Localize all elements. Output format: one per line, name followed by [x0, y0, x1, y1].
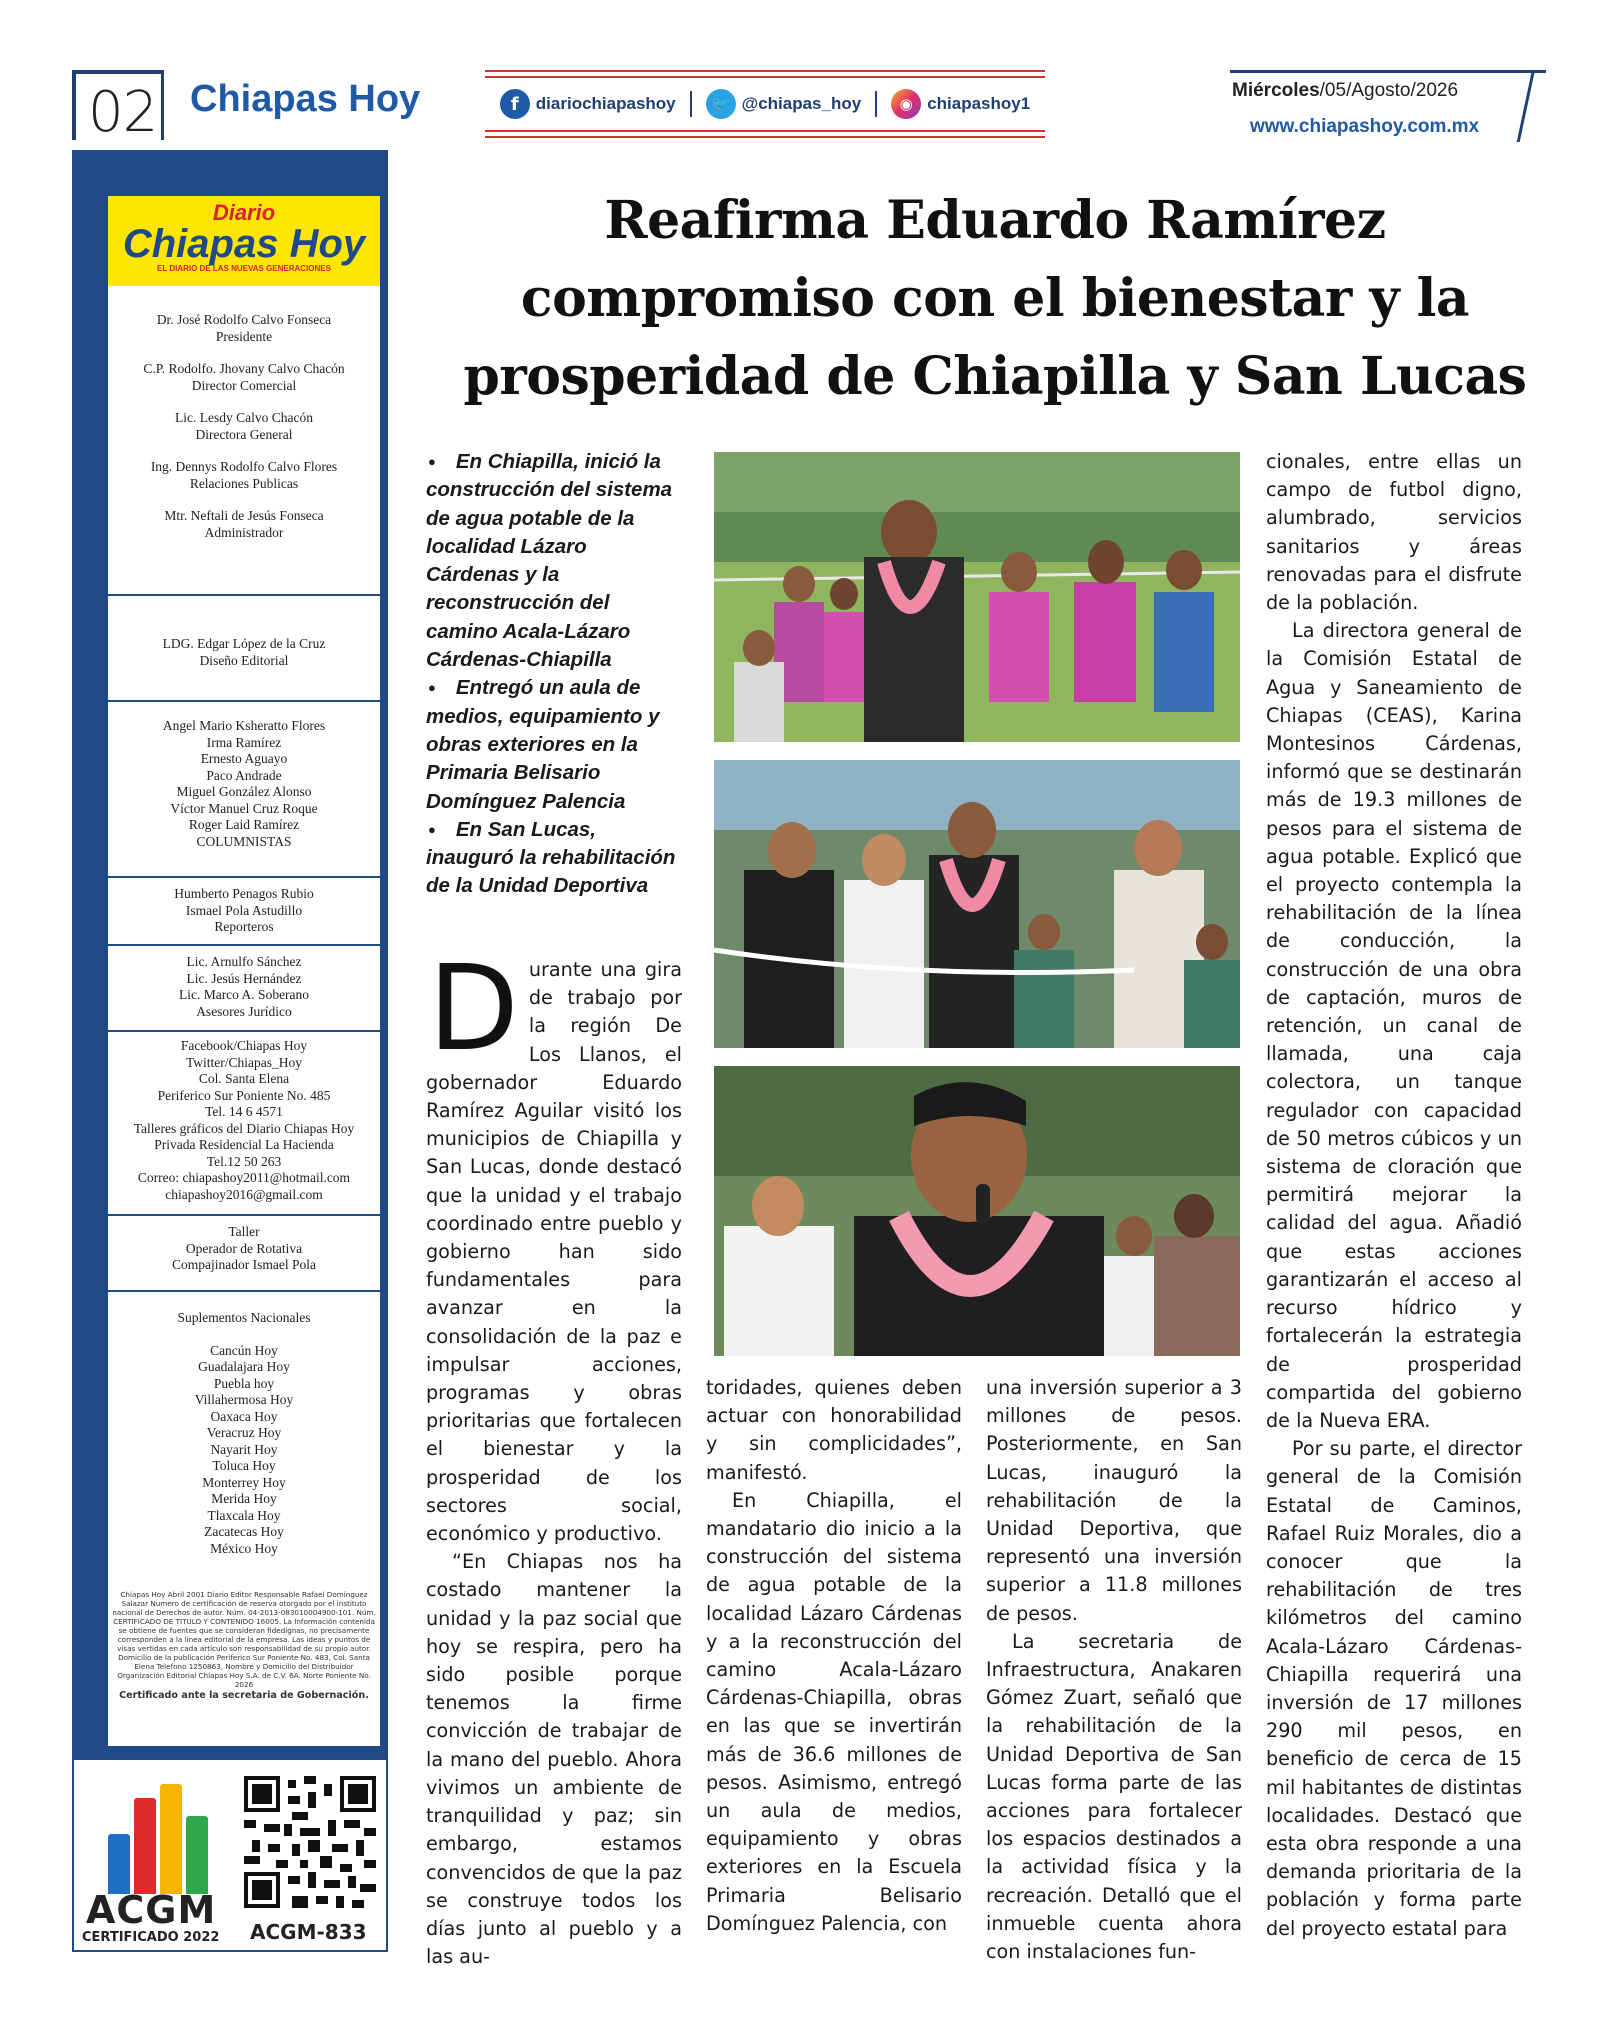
columnist: Roger Laid Ramírez [188, 817, 300, 832]
contact-line: Privada Residencial La Hacienda [154, 1137, 334, 1152]
article-paragraph: una inversión superior a 3 millones de pesos. Posteriormente, en San Lucas, inauguró la rehabilitación de la Unidad Deportiva, que representó una inversión superior a 11.8 millones de pesos. [986, 1376, 1242, 1625]
social-instagram[interactable] [891, 89, 1030, 119]
website-link[interactable]: www.chiapashoy.com.mx [1250, 116, 1480, 137]
instagram-handle: chiapashoy1 [927, 94, 1031, 113]
staff-design [108, 636, 380, 669]
legal-certification: Certificado ante la secretaria de Gobernación. [119, 1690, 369, 1701]
contact-line: Tel.12 50 263 [206, 1153, 282, 1169]
article-paragraph: La directora general de la Comisión Estatal de Agua y Saneamiento de Chiapas (CEAS), Karina Montesinos Cárdenas, informó que se destinarán más de 19.3 millones de pesos para el sistema de agua potable. Explicó que el proyecto contempla la rehabilitación de la línea de conducción, la construcción de una obra de captación, muros de retención, un canal de llamada, una caja colectora, un tanque regulador con capacidad de 50 metros cúbicos y un sistema de cloración que permitirá mejorar la calidad del agua. Añadió que estas acciones garantizarán el acceso al recurso hídrico y fortalecerán la estrategia de prosperidad compartida del gobierno de la Nueva ERA. [1266, 619, 1522, 1432]
twitter-icon: 🐦 [706, 89, 736, 119]
date-rest: /05/Agosto/2026 [1319, 80, 1459, 101]
qr-code-icon[interactable] [244, 1776, 376, 1908]
contact-line: Talleres gráficos del Diario Chiapas Hoy [133, 1120, 355, 1136]
contact-line: Twitter/Chiapas_Hoy [185, 1054, 303, 1070]
photo-ribbon-cutting [714, 760, 1240, 1048]
acgm-cert-year: CERTIFICADO 2022 [82, 1930, 220, 1945]
legal-notice [112, 1590, 376, 1700]
staff-legal [108, 954, 380, 1020]
reporter: Ismael Pola Astudillo [185, 902, 303, 918]
social-bar [485, 70, 1045, 138]
header-slash [1517, 70, 1535, 142]
article-headline: Reafirma Eduardo Ramírez compromiso con el bienestar y la prosperidad de Chiapilla y San Lucas [463, 190, 1527, 407]
supplement-item: Nayarit Hoy [210, 1441, 278, 1457]
legal-text: Chiapas Hoy Abril 2001 Diario Editor Responsable Rafael Domínguez Salazar Numero de certificación de reserva otorgado por el instituto nacional de Derechos de autor. Núm. 04-2013-083010004900-101. Núm. CERTIFICADO DE TITULO Y CONTENIDO 16005. La Información contenida se obtiene de fuentes que se consideran fidedignas, no precisamente corresponden a la línea editorial de la empresa. Las ideas y puntos de visas vertidas en cada artículo son responsabilidad de su propio autor. Domicilio de la publicación Periferico Sur Poniente No. 483, Col. Santa Elena Telefono 1250863, Nombre y Domicilio del Distribuidor Organización Editorial Chiapas Hoy S.A. de C.V. 6A. Norte Poniente No. 2026 [112, 1590, 376, 1689]
reporters-label: Reporteros [214, 919, 274, 934]
staff-name: Dr. José Rodolfo Calvo Fonseca [156, 312, 332, 327]
staff-reporters [108, 886, 380, 936]
article-paragraph: toridades, quienes deben actuar con honorabilidad y sin complicidades”, manifestó. [706, 1376, 962, 1484]
drop-cap: D [428, 939, 519, 1077]
sidebar-divider [108, 700, 380, 702]
social-divider [875, 91, 877, 117]
columnists-label: COLUMNISTAS [196, 833, 292, 849]
logo-diario: Diario [212, 200, 276, 225]
supplements-list [108, 1310, 380, 1557]
columnist: Irma Ramírez [206, 734, 282, 750]
acgm-logo-icon [106, 1784, 216, 1894]
acgm-code: ACGM-833 [250, 1920, 367, 1944]
columnist: Paco Andrade [206, 767, 282, 783]
contact-email[interactable]: Correo: chiapashoy2011@hotmail.com [137, 1170, 351, 1185]
contact-line: Periferico Sur Poniente No. 485 [157, 1087, 331, 1103]
supplement-item: Tlaxcala Hoy [207, 1507, 281, 1523]
supplement-item: Cancún Hoy [210, 1342, 278, 1358]
supplement-item: Monterrey Hoy [202, 1474, 286, 1490]
social-twitter[interactable] [706, 89, 862, 119]
paragraph-text: urante una gira de trabajo por la región De Los Llanos, el gobernador Eduardo Ramírez Aguilar visitó los municipios de Chiapilla y San Lucas, donde destacó que la unidad y el trabajo coordinado entre pueblo y gobierno han sido fundamentales para avanzar en la consolidación de la paz e impulsar acciones, programas y obras prioritarias que fortalecen el bienestar y la prosperidad de los sectores social, económico y productivo. [426, 958, 682, 1546]
social-divider [690, 91, 692, 117]
columnist: Víctor Manuel Cruz Roque [170, 800, 318, 816]
section-name: Chiapas Hoy [190, 78, 421, 120]
highlight-item: ● Entregó un aula de medios, equipamiento y obras exteriores en la Primaria Belisario Domínguez Palencia [426, 674, 678, 815]
contact-email[interactable]: chiapashoy2016@gmail.com [165, 1186, 323, 1202]
article-paragraph: Por su parte, el director general de la Comisión Estatal de Caminos, Rafael Ruiz Morales, dio a conocer que la rehabilitación de tres kilómetros del camino Acala-Lázaro Cárdenas-Chiapilla requerirá una inversión de 17 millones 290 mil pesos, en beneficio de cerca de 15 mil habitantes de distintas localidades. Destacó que esta obra responde a una demanda prioritaria de la población y forma parte del proyecto estatal para [1266, 1437, 1522, 1940]
contact-line: Tel. 14 6 4571 [205, 1104, 283, 1119]
acgm-certification [72, 1758, 388, 1952]
staff-role: Directora General [195, 426, 293, 442]
supplement-item: México Hoy [210, 1540, 278, 1556]
sidebar-divider [108, 876, 380, 878]
article-paragraph: cionales, entre ellas un campo de futbol digno, alumbrado, servicios sanitarios y áreas renovadas para el disfrute de la población. [1266, 450, 1522, 615]
staff-role: Administrador [204, 524, 284, 540]
logo-tagline: EL DIARIO DE LAS NUEVAS GENERACIONES [157, 264, 331, 273]
workshop-info [108, 1224, 380, 1274]
facebook-icon: f [500, 89, 530, 119]
supplement-item: Veracruz Hoy [206, 1425, 282, 1440]
staff-role: Presidente [215, 328, 273, 344]
article-paragraph [426, 939, 682, 1548]
reporter: Humberto Penagos Rubio [174, 886, 314, 901]
legal-advisor: Lic. Arnulfo Sánchez [186, 954, 302, 969]
supplement-item: Villahermosa Hoy [194, 1392, 294, 1407]
article-paragraph: “En Chiapas nos ha costado mantener la unidad y la paz social que hoy se respira, pero ha sido posible porque tenemos la firme convicción de trabajar de la mano del pueblo. Ahora vivimos un ambiente de tranquilidad y paz; sin embargo, estamos convencidos de que la paz se construye todos los días junto al pueblo y a las au- [426, 1550, 682, 1969]
sidebar-divider [108, 1030, 380, 1032]
article-column-2 [706, 1374, 962, 1946]
contact-line: Facebook/Chiapas Hoy [180, 1038, 308, 1053]
staff-columnists [108, 718, 380, 850]
supplement-item: Zacatecas Hoy [204, 1524, 284, 1539]
facebook-handle: diariochiapashoy [535, 94, 676, 113]
supplement-item: Merida Hoy [211, 1491, 277, 1506]
newspaper-logo [108, 196, 380, 286]
sidebar-divider [108, 1214, 380, 1216]
sidebar-divider [108, 594, 380, 596]
article-column-3 [986, 1374, 1242, 1964]
supplement-item: Puebla hoy [213, 1375, 275, 1391]
issue-date [1232, 80, 1458, 102]
article-column-4 [1266, 448, 1522, 1946]
supplement-item: Toluca Hoy [212, 1458, 276, 1473]
supplement-item: Oaxaca Hoy [210, 1408, 278, 1424]
workshop-line: Operador de Rotativa [185, 1240, 303, 1256]
date-day: Miércoles [1232, 80, 1320, 101]
staff-name: Mtr. Neftali de Jesús Fonseca [164, 508, 324, 523]
columnist: Miguel González Alonso [176, 784, 312, 799]
photo-governor-speech [714, 1066, 1240, 1356]
acgm-label: ACGM [86, 1888, 217, 1932]
highlight-item: ● En Chiapilla, inició la construcción del sistema de agua potable de la localidad Lázaro Cárdenas y la reconstrucción del camino Acala-Lázaro Cárdenas-Chiapilla [426, 448, 678, 674]
highlight-item: ● En San Lucas, inauguró la rehabilitación de la Unidad Deportiva [426, 816, 678, 901]
article-highlights [426, 448, 678, 901]
workshop-line: Compajinador Ismael Pola [172, 1257, 316, 1272]
staff-role: Relaciones Publicas [189, 475, 299, 491]
staff-name: C.P. Rodolfo. Jhovany Calvo Chacón [143, 361, 345, 376]
twitter-handle: @chiapas_hoy [741, 94, 862, 113]
header-rule [1230, 70, 1546, 73]
columnist: Ernesto Aguayo [200, 751, 288, 766]
logo-title: Chiapas Hoy [122, 222, 366, 266]
staff-name: LDG. Edgar López de la Cruz [162, 636, 326, 651]
contact-line: Col. Santa Elena [198, 1071, 290, 1086]
social-facebook[interactable] [500, 89, 676, 119]
workshop-line: Taller [228, 1224, 260, 1239]
staff-role: Director Comercial [191, 377, 297, 393]
page-number-box [72, 70, 164, 145]
staff-role: Diseño Editorial [199, 652, 289, 668]
staff-directors [108, 312, 380, 557]
legal-advisor: Lic. Jesús Hernández [186, 970, 302, 986]
page-number: 02 [88, 80, 158, 145]
instagram-icon: ◉ [891, 89, 921, 119]
legal-advisors-label: Asesores Jurídico [196, 1003, 292, 1019]
sidebar-divider [108, 944, 380, 946]
contact-info [108, 1038, 380, 1203]
photo-soccer-team [714, 452, 1240, 742]
staff-name: Lic. Lesdy Calvo Chacón [175, 410, 313, 425]
article-paragraph: En Chiapilla, el mandatario dio inicio a la construcción del sistema de agua potable de la localidad Lázaro Cárdenas y a la reconstrucción del camino Acala-Lázaro Cárdenas-Chiapilla, obras en las que se invertirán más de 36.6 millones de pesos. Asimismo, entregó un aula de medios, equipamiento y obras exteriores en la Escuela Primaria Belisario Domínguez Palencia, con [706, 1488, 962, 1935]
legal-advisor: Lic. Marco A. Soberano [178, 987, 310, 1002]
staff-name: Ing. Dennys Rodolfo Calvo Flores [150, 459, 338, 474]
supplements-title: Suplementos Nacionales [177, 1310, 311, 1325]
supplement-item: Guadalajara Hoy [198, 1359, 290, 1374]
article-paragraph: La secretaria de Infraestructura, Anakaren Gómez Zuart, señaló que la rehabilitación de la Unidad Deportiva de San Lucas forma parte de las acciones para fortalecer los espacios destinados a la actividad física y la recreación. Detalló que el inmueble cuenta ahora con instalaciones fun- [986, 1629, 1242, 1964]
sidebar-divider [108, 1290, 380, 1292]
article-column-1 [426, 939, 682, 1969]
columnist: Angel Mario Ksheratto Flores [162, 718, 326, 733]
